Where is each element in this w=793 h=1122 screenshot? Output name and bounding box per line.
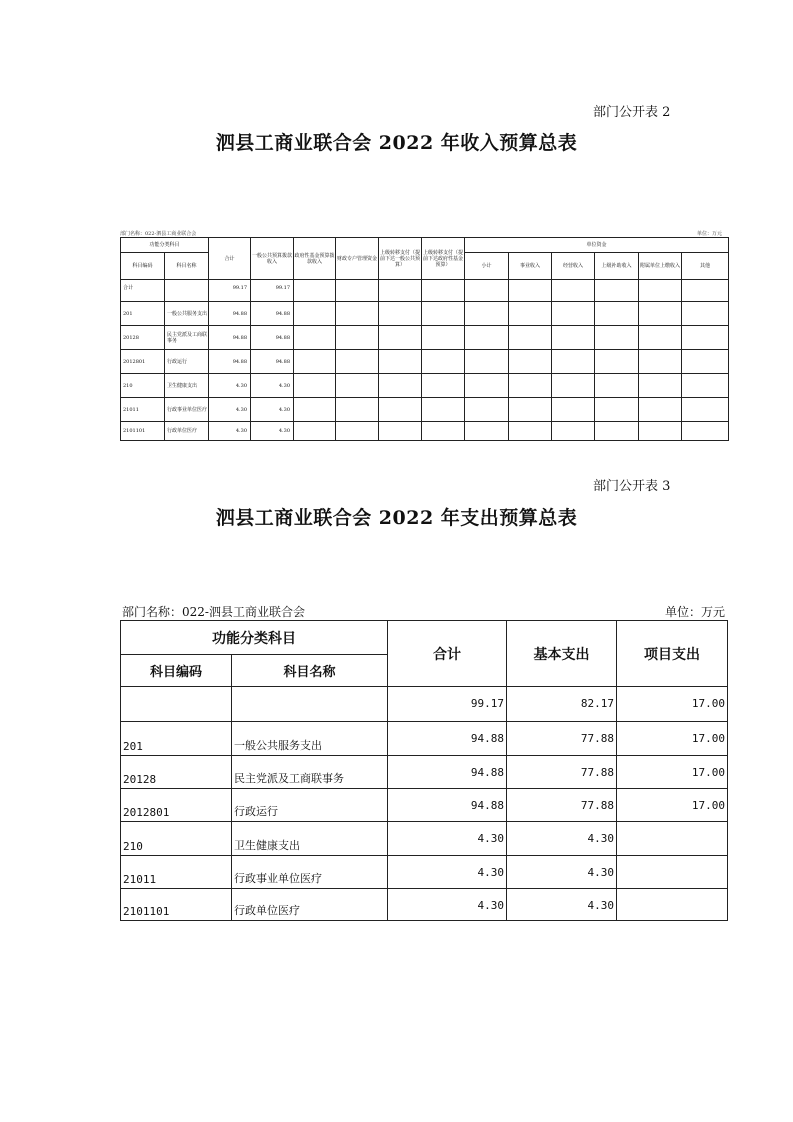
header-code: 科目编码 bbox=[121, 655, 232, 687]
header-func-class: 功能分类科目 bbox=[121, 621, 388, 655]
table-row: 201 一般公共服务支出 94.88 94.88 bbox=[121, 302, 729, 326]
table-row: 201 一般公共服务支出 94.88 77.88 17.00 bbox=[121, 722, 728, 756]
header-other: 其他 bbox=[682, 253, 729, 280]
header-project: 项目支出 bbox=[617, 621, 728, 687]
table-row: 2012801 行政运行 94.88 77.88 17.00 bbox=[121, 789, 728, 822]
header-code: 科目编码 bbox=[121, 253, 165, 280]
header-total: 合计 bbox=[388, 621, 507, 687]
table-row: 21011 行政事业单位医疗 4.30 4.30 bbox=[121, 856, 728, 889]
table-row: 20128 民主党派及工商联事务 94.88 77.88 17.00 bbox=[121, 756, 728, 789]
section1-unit-label: 单位：万元 bbox=[697, 231, 723, 237]
header-affiliated-income: 附属单位上缴收入 bbox=[639, 253, 682, 280]
section2-unit-label: 单位：万元 bbox=[665, 605, 726, 619]
header-upper-transfer-general: 上级转移支付（提前下达一般公共预算） bbox=[379, 238, 422, 280]
income-budget-table bbox=[120, 237, 729, 441]
table-row: 20128 民主党派及工商联事务 94.88 94.88 bbox=[121, 326, 729, 350]
section1-dept-label: 部门名称：022-泗县工商业联合会 bbox=[120, 231, 197, 237]
section2-tag: 部门公开表 3 bbox=[593, 479, 671, 494]
table-row: 210 卫生健康支出 4.30 4.30 bbox=[121, 374, 729, 398]
header-operating-income: 经营收入 bbox=[552, 253, 595, 280]
header-upper-transfer-fund: 上级转移支付（提前下达政府性基金预算） bbox=[422, 238, 465, 280]
header-basic: 基本支出 bbox=[507, 621, 617, 687]
header-name: 科目名称 bbox=[232, 655, 388, 687]
header-total: 合计 bbox=[209, 238, 251, 280]
header-func-class: 功能分类科目 bbox=[121, 238, 209, 253]
table-row: 2101101 行政单位医疗 4.30 4.30 bbox=[121, 422, 729, 441]
header-gov-fund: 政府性基金预算拨款收入 bbox=[294, 238, 336, 280]
header-subtotal: 小计 bbox=[465, 253, 509, 280]
table-row: 2101101 行政单位医疗 4.30 4.30 bbox=[121, 889, 728, 921]
expenditure-budget-table bbox=[120, 620, 728, 921]
header-unit-funds: 单位资金 bbox=[465, 238, 729, 253]
header-business-income: 事业收入 bbox=[509, 253, 552, 280]
table-row: 合计 99.17 99.17 bbox=[121, 280, 729, 302]
header-general-budget: 一般公共预算拨款收入 bbox=[251, 238, 294, 280]
section2-dept-label: 部门名称：022-泗县工商业联合会 bbox=[122, 605, 305, 619]
section1-title: 泗县工商业联合会 2022 年收入预算总表 bbox=[215, 132, 578, 154]
table-row: 99.17 82.17 17.00 bbox=[121, 687, 728, 722]
section2-title: 泗县工商业联合会 2022 年支出预算总表 bbox=[215, 507, 578, 529]
header-upper-subsidy: 上级补助收入 bbox=[595, 253, 639, 280]
table-row: 21011 行政事业单位医疗 4.30 4.30 bbox=[121, 398, 729, 422]
table-row: 210 卫生健康支出 4.30 4.30 bbox=[121, 822, 728, 856]
header-name: 科目名称 bbox=[165, 253, 209, 280]
header-fiscal-special: 财政专户管理资金 bbox=[336, 238, 379, 280]
table-row: 2012801 行政运行 94.88 94.88 bbox=[121, 350, 729, 374]
section1-tag: 部门公开表 2 bbox=[593, 105, 671, 120]
